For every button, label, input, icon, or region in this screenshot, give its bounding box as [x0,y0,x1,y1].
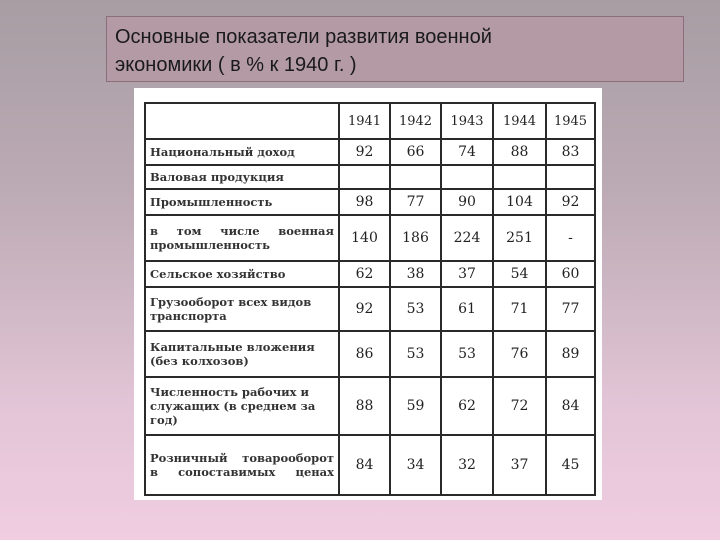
table-cell: 60 [546,261,595,287]
table-cell: 92 [339,287,390,331]
table-cell: 77 [390,189,441,215]
table-cell: 88 [339,377,390,435]
table-cell: 89 [546,331,595,377]
row-label: Промышленность [145,189,339,215]
table-cell: 76 [493,331,546,377]
table-row [145,377,595,435]
table-cell: 140 [339,215,390,261]
table-row [145,215,595,261]
row-label: Валовая продукция [145,165,339,189]
table-cell: 53 [390,287,441,331]
table-cell: 62 [441,377,493,435]
table-row [145,331,595,377]
row-label: Численность рабочих и служащих (в среднем за год) [145,377,339,435]
table-cell: - [546,215,595,261]
table-row [145,139,595,165]
table-cell: 88 [493,139,546,165]
slide-title-line-2: экономики ( в % к 1940 г. ) [115,54,357,76]
table-cell: 71 [493,287,546,331]
table-cell: 38 [390,261,441,287]
table-cell: 53 [390,331,441,377]
table-cell: 92 [546,189,595,215]
header-row [145,103,595,139]
table-cell: 251 [493,215,546,261]
table-cell: 59 [390,377,441,435]
table-cell: 77 [546,287,595,331]
table-cell: 104 [493,189,546,215]
table-cell [339,165,390,189]
table-cell: 54 [493,261,546,287]
table-cell: 224 [441,215,493,261]
table-cell: 84 [339,435,390,495]
table-row [145,165,595,189]
table-cell: 61 [441,287,493,331]
table-cell [390,165,441,189]
table-cell: 37 [441,261,493,287]
table-cell: 45 [546,435,595,495]
table-cell [441,165,493,189]
year-header-1945: 1945 [546,103,595,139]
table-cell: 66 [390,139,441,165]
row-label: Национальный доход [145,139,339,165]
table-row [145,189,595,215]
table-cell [546,165,595,189]
table-cell: 84 [546,377,595,435]
table-cell: 86 [339,331,390,377]
table-cell: 186 [390,215,441,261]
row-label: Капитальные вложения (без колхозов) [145,331,339,377]
slide-title-line-1: Основные показатели развития военной [115,26,492,48]
year-header-1944: 1944 [493,103,546,139]
table-cell: 90 [441,189,493,215]
table-image [134,88,602,500]
year-header-1943: 1943 [441,103,493,139]
row-label: Розничный товарооборот в сопоставимых ценах [145,435,339,495]
slide-title [106,16,684,82]
table-cell: 98 [339,189,390,215]
table-row [145,435,595,495]
row-label: Сельское хозяйство [145,261,339,287]
header-corner-cell [145,103,339,139]
table-cell: 74 [441,139,493,165]
year-header-1942: 1942 [390,103,441,139]
table-row [145,261,595,287]
row-label: в том числе военная промышленность [145,215,339,261]
economy-indicators-table [144,102,596,496]
table-cell: 37 [493,435,546,495]
table-cell: 34 [390,435,441,495]
table-cell: 62 [339,261,390,287]
year-header-1941: 1941 [339,103,390,139]
table-cell: 92 [339,139,390,165]
table-cell: 83 [546,139,595,165]
table-cell: 53 [441,331,493,377]
table-row [145,287,595,331]
table-cell: 72 [493,377,546,435]
row-label: Грузооборот всех видов транспорта [145,287,339,331]
table-cell [493,165,546,189]
table-cell: 32 [441,435,493,495]
